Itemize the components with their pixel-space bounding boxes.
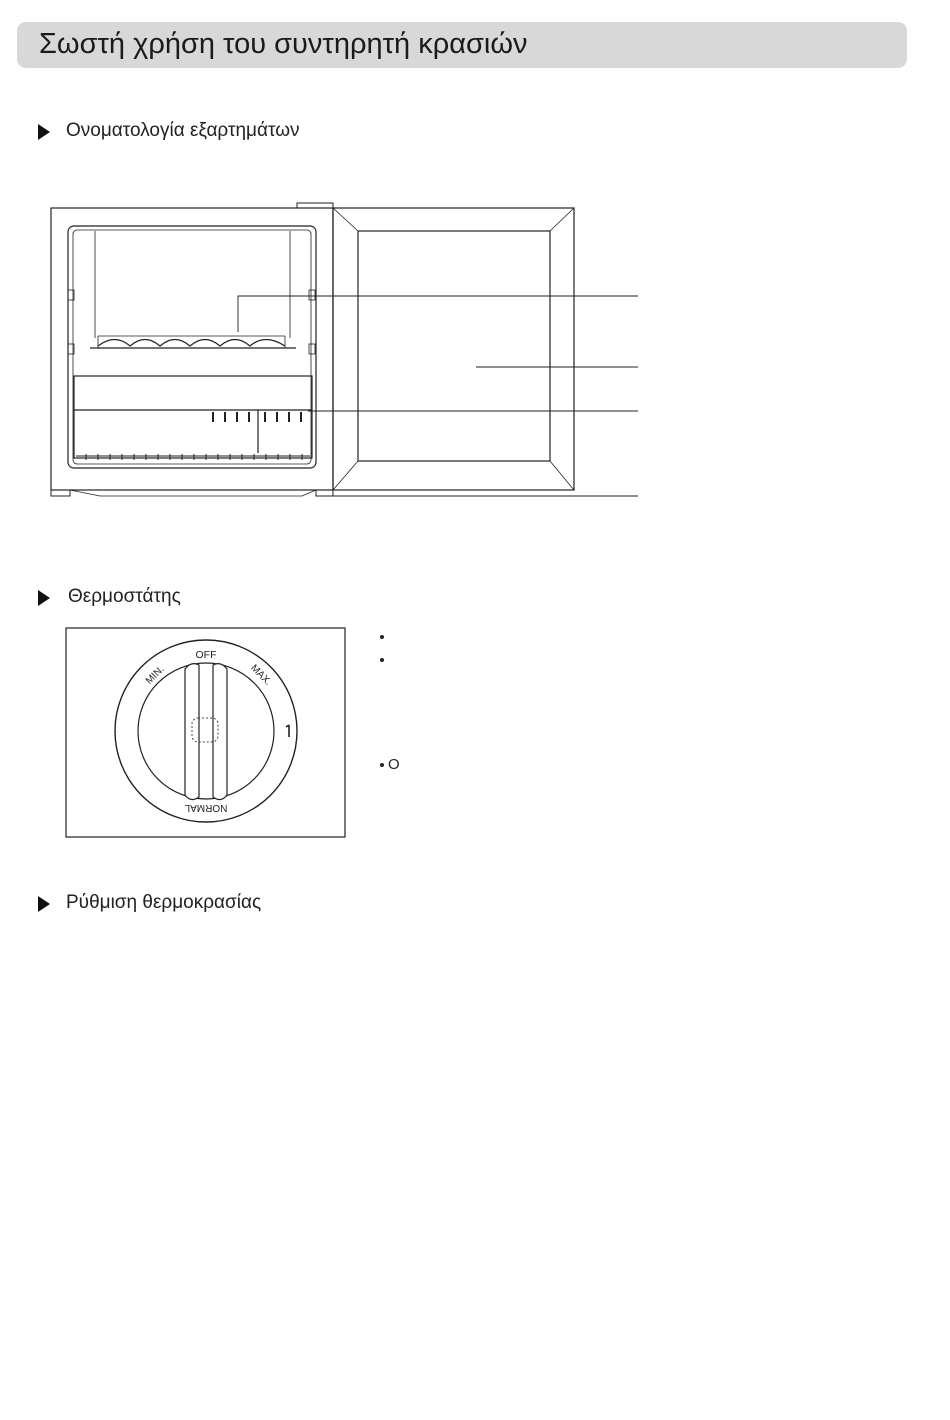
triangle-bullet-icon: [38, 124, 50, 140]
note-item: O: [380, 756, 400, 773]
leader-line-shelf: [238, 296, 638, 332]
note-item: [380, 628, 388, 645]
dial-label-min: MIN.: [143, 663, 167, 687]
title-bar: [17, 22, 907, 68]
triangle-bullet-icon: [38, 590, 50, 606]
note-item: [380, 651, 388, 668]
thermostat-dial-figure: [65, 627, 347, 839]
dial-label-max: MAX.: [248, 662, 274, 688]
triangle-bullet-icon: [38, 896, 50, 912]
section-label: Ρύθμιση θερμοκρασίας: [66, 892, 262, 913]
bullet-dot-icon: [380, 658, 384, 662]
dial-label-normal: NORMAL: [184, 802, 228, 813]
section-label: Ονοματολογία εξαρτημάτων: [66, 120, 300, 141]
bullet-dot-icon: [380, 763, 384, 767]
bullet-dot-icon: [380, 635, 384, 639]
inner-liner: [68, 226, 316, 468]
glass-door: [333, 208, 574, 490]
dial-label-off: OFF: [195, 649, 217, 661]
wine-cooler-diagram: [40, 198, 650, 508]
page-title: Σωστή χρήση του συντηρητή κρασιών: [39, 28, 528, 60]
cabinet-outline: [51, 208, 333, 490]
thermostat-notes: [380, 628, 580, 778]
section-label: Θερμοστάτης: [68, 586, 181, 607]
